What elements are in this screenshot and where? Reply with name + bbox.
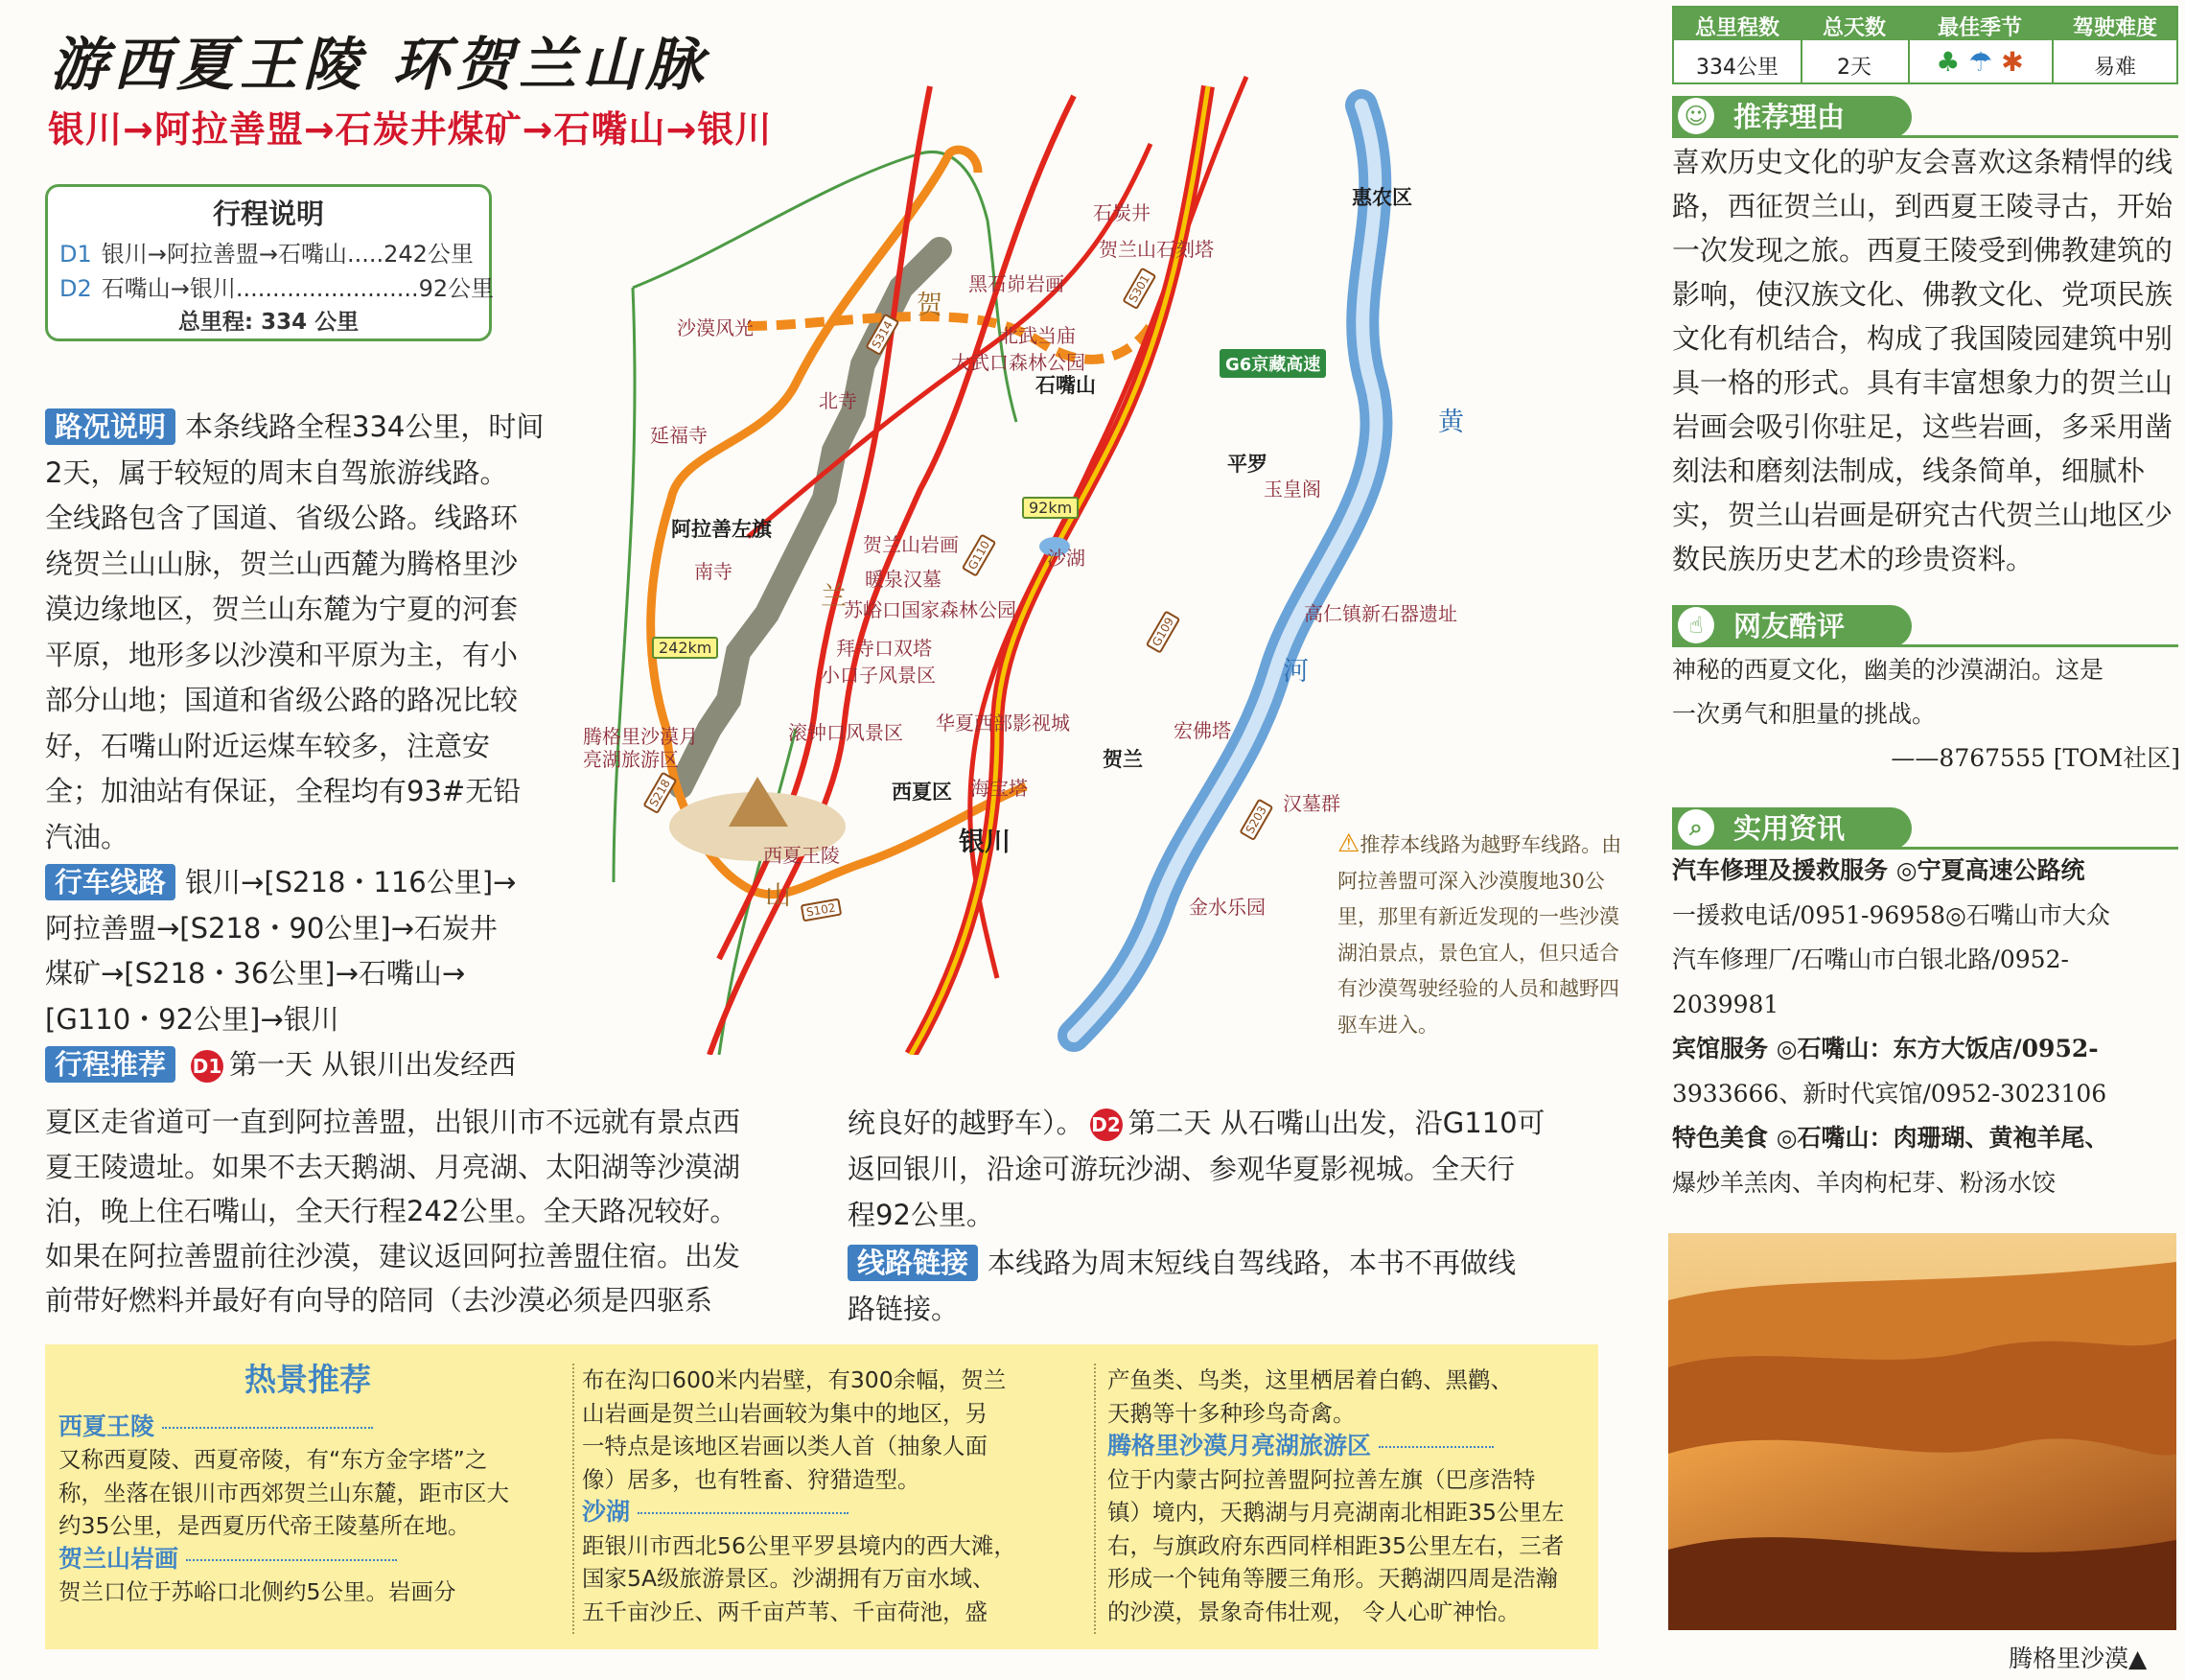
spot-text: 的沙漠，景象奇伟壮观， 令人心旷神怡。 [1107,1598,1521,1625]
plan-line: 返回银川，沿途可游玩沙湖、参观华夏影视城。全天行 [848,1153,1516,1185]
info-line: 一援救电话/0951-96958◎石嘴山市大众 [1672,900,2110,929]
itinerary-row [59,269,494,303]
road-shield: S203 [1239,799,1273,841]
road-line: 平原，地形多以沙漠和平原为主，有小 [45,638,519,671]
reason-line: 路，西征贺兰山，到西夏王陵寻古，开始 [1672,190,2173,222]
map-label: 北武当庙 [999,324,1076,347]
drive-line: 银川→[S218・116公里]→ [185,866,517,898]
desert-photo [1668,1233,2176,1630]
hot-column [582,1364,1085,1628]
road-shield: S314 [865,314,899,356]
day-tag: D1 [59,241,92,268]
reason-line: 数民族历史艺术的珍贵资料。 [1672,543,2034,575]
plan-line: 泊，晚上住石嘴山，全天行程242公里。全天路况较好。 [45,1195,738,1227]
spot-text: 贺兰口位于苏峪口北侧约5公里。岩画分 [58,1578,456,1605]
photo-caption: 腾格里沙漠▲ [2009,1645,2148,1672]
map-label: 沙漠风光 [677,316,754,339]
plan-body [45,1100,812,1323]
road-line: 全；加油站有保证，全程均有93#无铅 [45,775,522,807]
stat-header: 总里程数 [1694,16,1779,40]
map-label: 海宝塔 [970,777,1028,800]
stat-header: 最佳季节 [1937,16,2022,40]
map-label: 银川 [959,828,1011,857]
d1-tag: D1 [191,1050,223,1083]
pointing-hand-icon: ☝ [1678,607,1714,643]
map-label: 宏佛塔 [1174,719,1231,742]
warning-note [1337,827,1625,1043]
map-label: 黑石峁岩画 [968,272,1064,295]
drive-line: 煤矿→[S218・36公里]→石嘴山→ [45,957,466,990]
warning-icon: ⚠ [1337,829,1360,858]
boundary-line [633,152,1016,422]
info-line: 宾馆服务 ◎石嘴山：东方大饭店/0952- [1672,1035,2099,1062]
road-shield: S301 [1122,268,1156,310]
page-title: 游西夏王陵 环贺兰山脉 [50,32,709,99]
map-label: 延福寺 [650,424,708,447]
spot-text: 距银川市西北56公里平罗县境内的西大滩， [582,1531,1016,1559]
map-label: 西夏王陵 [763,844,840,867]
d2-tag: D2 [1090,1108,1123,1141]
spot-text: 一特点是该地区岩画以类人首（抽象人面 [582,1433,988,1459]
road-shield: S102 [801,898,842,922]
map-label: 北寺 [819,389,857,412]
review-line: 神秘的西夏文化，幽美的沙漠湖泊。这是 [1672,656,2104,684]
map-label: 大武口森林公园 [951,351,1085,374]
info-line: 爆炒羊羔肉、羊肉枸杞芽、粉汤水饺 [1672,1168,2057,1197]
smiley-icon: ☺ [1678,98,1714,134]
info-line: 特色美食 ◎石嘴山：肉珊瑚、黄袍羊尾、 [1672,1124,2109,1152]
itinerary-total: 总里程: 334 公里 [177,310,360,335]
reason-line: 影响，使汉族文化、佛教文化、党项民族 [1672,278,2173,311]
plan-line: 统良好的越野车）。 [848,1107,1084,1139]
reason-line: 岩画会吸引你驻足，这些岩画，多采用凿 [1672,410,2173,443]
reason-header [1672,96,1912,138]
map-label: 石嘴山 [1035,374,1096,397]
tree-icon: ♣ [1936,46,1961,78]
reason-line: 具一格的形式。具有丰富想象力的贺兰山 [1672,366,2173,399]
info-line: 汽车修理及援救服务 ◎宁夏高速公路统 [1672,856,2085,884]
plan-line: 程92公里。 [848,1199,994,1231]
spot-text: 五千亩沙丘、两千亩芦苇、千亩荷池，盛 [582,1598,988,1625]
map-label: 南寺 [694,560,732,583]
km-badge: 242km [652,637,718,659]
drive-line: 阿拉善盟→[S218・90公里]→石炭井 [45,911,498,945]
stat-header: 驾驶难度 [2072,16,2157,40]
road-line: 2天，属于较短的周末自驾旅游线路。 [45,455,508,489]
map-label: 小口子风景区 [821,664,936,687]
spot-heading: 西夏王陵 [58,1411,557,1444]
map-label: 贺兰 [1103,748,1143,771]
spot-heading: 沙湖 [582,1496,1085,1529]
map-label: 高仁镇新石器遗址 [1304,602,1457,625]
reason-line: 刻法和磨刻法制成，线条简单，细腻朴 [1672,455,2146,487]
spot-text: 称，坐落在银川市西郊贺兰山东麓，距市区大 [58,1479,509,1506]
map-label: 平罗 [1227,453,1267,476]
link-label: 线路链接 [848,1245,978,1281]
magnifier-icon: ⌕ [1678,809,1714,846]
plan-line: 如果在阿拉善盟前往沙漠，建议返回阿拉善盟住宿。出发 [45,1239,741,1272]
hot-title: 热景推荐 [244,1361,371,1398]
link-line: 本线路为周末短线自驾线路，本书不再做线 [988,1247,1517,1279]
review-line: 一次勇气和胆量的挑战。 [1672,700,1937,728]
map-label: 汉墓群 [1283,792,1340,815]
spot-text: 产鱼类、鸟类，这里栖居着白鹤、黑鹳、 [1107,1366,1513,1393]
spot-text: 又称西夏陵、西夏帝陵，有“东方金字塔”之 [58,1446,488,1473]
maple-leaf-icon: ✱ [2001,46,2024,78]
spot-text: 像）居多，也有牲畜、狩猎造型。 [582,1465,920,1493]
review-author: ——8767555 [TOM社区] [1891,744,2180,772]
spot-text: 布在沟口600米内岩壁，有300余幅，贺兰 [582,1366,1007,1393]
review-header [1672,605,1912,647]
stat-season [1908,46,2052,78]
stat-header: 总天数 [1822,16,1886,40]
map-label: 阿拉善左旗 [671,518,772,541]
reason-line: 文化有机结合，构成了我国陵园建筑中别 [1672,322,2173,355]
warning-text: 推荐本线路为越野车线路。由阿拉善盟可深入沙漠腹地30公里，那里有新近发现的一些沙漠湖泊景点，景色宜人，但只适合有沙漠驾驶经验的人员和越野四驱车进入。 [1337,833,1622,1037]
umbrella-icon: ☂ [1968,46,1993,78]
map-label: 石炭井 [1093,201,1151,224]
review-text [1672,648,2180,781]
info-line: 汽车修理厂/石嘴山市白银北路/0952- [1672,945,2069,973]
road-line: 全线路包含了国道、省级公路。线路环 [45,502,519,534]
expressway-badge: G6京藏高速 [1220,349,1326,378]
stat-days: 2天 [1837,56,1871,80]
day-tag: D2 [59,275,92,302]
map-label: 惠农区 [1352,186,1412,209]
reason-line: 实，贺兰山岩画是研究古代贺兰山地区少 [1672,499,2173,531]
map-label: 拜寺口双塔 [836,637,932,660]
plan-line: 第二天 从石嘴山出发，沿G110可 [1127,1107,1546,1139]
itinerary-text: 石嘴山→银川.........................92公里 [101,275,495,302]
plan-line: 第一天 从银川出发经西 [229,1048,517,1081]
drive-line: [G110・92公里]→银川 [45,1002,339,1036]
spot-text: 镇）境内，天鹅湖与月亮湖南北相距35公里左 [1107,1499,1565,1526]
road-line: 部分山地；国道和省级公路的路况比较 [45,684,519,716]
stat-distance: 334公里 [1696,56,1778,80]
plan-line: 前带好燃料并最好有向导的陪同（去沙漠必须是四驱系 [45,1284,713,1317]
route-title: 银川→阿拉善盟→石炭井煤矿→石嘴山→银川 [48,108,773,151]
road-line: 好，石嘴山附近运煤车较多，注意安 [45,729,491,762]
road-line: 本条线路全程334公里，时间 [185,410,545,443]
spot-heading: 贺兰山岩画 [58,1543,557,1576]
map-mountain-char: 兰 [821,582,847,612]
info-text [1672,849,2180,1205]
spot-heading: 腾格里沙漠月亮湖旅游区 [1107,1430,1592,1463]
map-mountain-char: 山 [765,881,791,911]
map-label: 金水乐园 [1189,896,1266,919]
itinerary-title: 行程说明 [212,198,324,230]
road-shield: G109 [1146,610,1181,654]
spot-text: 形成一个钝角等腰三角形。天鹅湖四周是浩瀚 [1107,1565,1558,1592]
map-label: 玉皇阁 [1264,478,1321,501]
reason-line: 喜欢历史文化的驴友会喜欢这条精悍的线 [1672,146,2173,178]
hot-column [58,1361,557,1609]
hot-column [1107,1364,1592,1628]
km-badge: 92km [1022,497,1079,519]
itinerary-text: 银川→阿拉善盟→石嘴山.....242公里 [101,241,474,268]
road-line: 绕贺兰山山脉，贺兰山西麓为腾格里沙 [45,547,519,580]
map-label: 苏峪口国家森林公园 [844,598,1016,621]
spot-text: 位于内蒙古阿拉善盟阿拉善左旗（巴彦浩特 [1107,1465,1536,1493]
itinerary-box [45,184,495,341]
spot-text: 国家5A级旅游景区。沙湖拥有万亩水域、 [582,1565,995,1592]
info-header [1672,807,1912,850]
hot-spots-box [45,1344,1598,1649]
map-label: 腾格里沙漠月亮湖旅游区 [583,725,698,771]
road-conditions [45,405,582,1088]
road-line: 漠边缘地区，贺兰山东麓为宁夏的河套 [45,593,519,625]
plan-line: 夏区走省道可一直到阿拉善盟，出银川市不远就有景点西 [45,1106,741,1138]
map-label: 贺兰山石刻塔 [1099,238,1214,261]
drive-label: 行车线路 [45,864,175,900]
link-line: 路链接。 [848,1293,960,1325]
spot-text: 右，与旗政府东西同样相距35公里左右，三者 [1107,1531,1565,1559]
plan-continued [848,1100,1615,1332]
map-label: 暖泉汉墓 [865,568,941,591]
map-label: 贺兰山岩画 [863,533,959,556]
info-line: 2039981 [1672,990,1779,1018]
plan-line: 夏王陵遗址。如果不去天鹅湖、月亮湖、太阳湖等沙漠湖 [45,1150,741,1183]
info-title: 实用资讯 [1733,812,1846,845]
stat-difficulty: 易难 [2093,56,2136,80]
road-shield: S218 [642,772,677,814]
map-label: 西夏区 [892,781,952,804]
map-label: 滚钟口风景区 [788,721,903,744]
road-line: 汽油。 [45,820,129,853]
map-label: 沙湖 [1047,547,1085,570]
itinerary-row [59,235,474,268]
spot-text: 约35公里，是西夏历代帝王陵墓所在地。 [58,1512,471,1539]
reason-title: 推荐理由 [1733,101,1846,133]
stats-table [1672,6,2178,84]
map-river-char: 黄 [1438,408,1464,437]
map-river-char: 河 [1283,657,1309,687]
info-line: 3933666、新时代宾馆/0952-3023106 [1672,1079,2107,1108]
spot-text: 山岩画是贺兰山岩画较为集中的地区，另 [582,1399,988,1427]
reason-text [1672,140,2180,581]
road-shield: G110 [962,533,997,577]
map-mountain-char: 贺 [917,291,942,320]
reason-line: 一次发现之旅。西夏王陵受到佛教建筑的 [1672,234,2173,267]
map-label: 华夏西部影视城 [936,712,1070,735]
road-label: 路况说明 [45,408,175,445]
plan-label: 行程推荐 [45,1046,175,1083]
spot-text: 天鹅等十多种珍鸟奇禽。 [1107,1399,1356,1427]
review-title: 网友酷评 [1733,610,1846,642]
